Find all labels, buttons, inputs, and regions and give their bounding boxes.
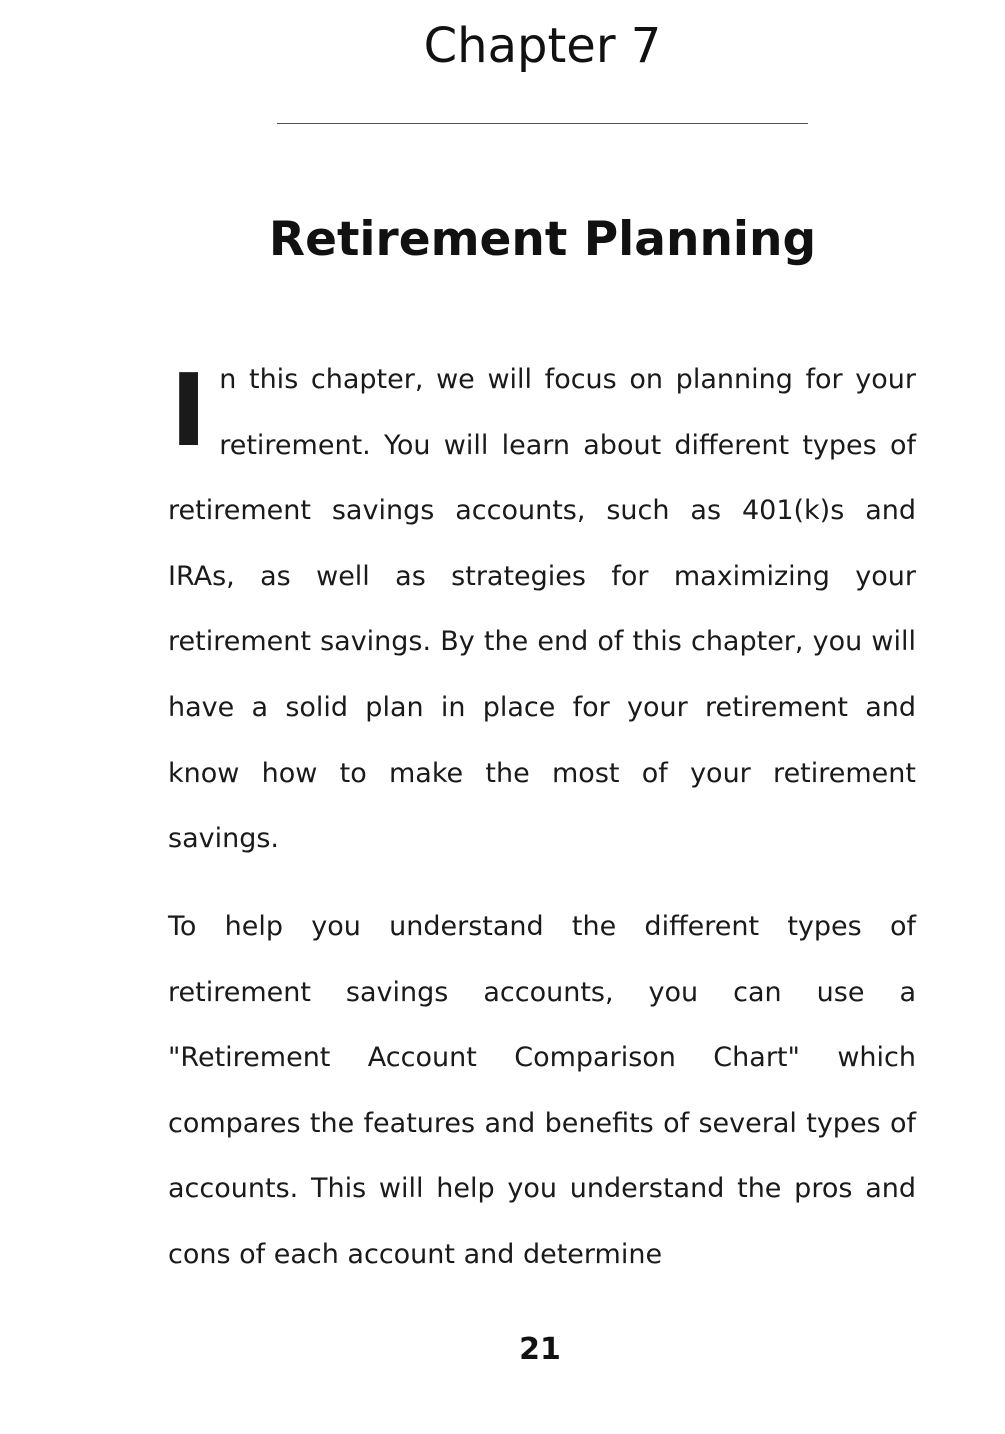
paragraph-intro-text: n this chapter, we will focus on planning for your retirement. You will learn about different types of retirement savings accounts, such as 401(k)s and IRAs, as well as strategies for maximizing your retirement savings. By the end of this chapter, you will have a solid plan in place for your retirement and know how to make the most of your retirement savings. — [168, 364, 916, 855]
chapter-divider — [277, 123, 808, 124]
paragraph-comparison-chart — [168, 894, 916, 1288]
page-number: 21 — [519, 1332, 561, 1367]
chapter-label: Chapter 7 — [423, 18, 662, 74]
paragraph-comparison-text: To help you understand the different types of retirement savings accounts, you can use a "Retirement Account Comparison Chart" which compares the features and benefits of several types of accounts. This will help you understand the pros and cons of each account and determine — [168, 911, 916, 1270]
drop-cap: I — [170, 352, 208, 469]
paragraph-intro — [168, 347, 916, 872]
chapter-title: Retirement Planning — [268, 212, 817, 267]
